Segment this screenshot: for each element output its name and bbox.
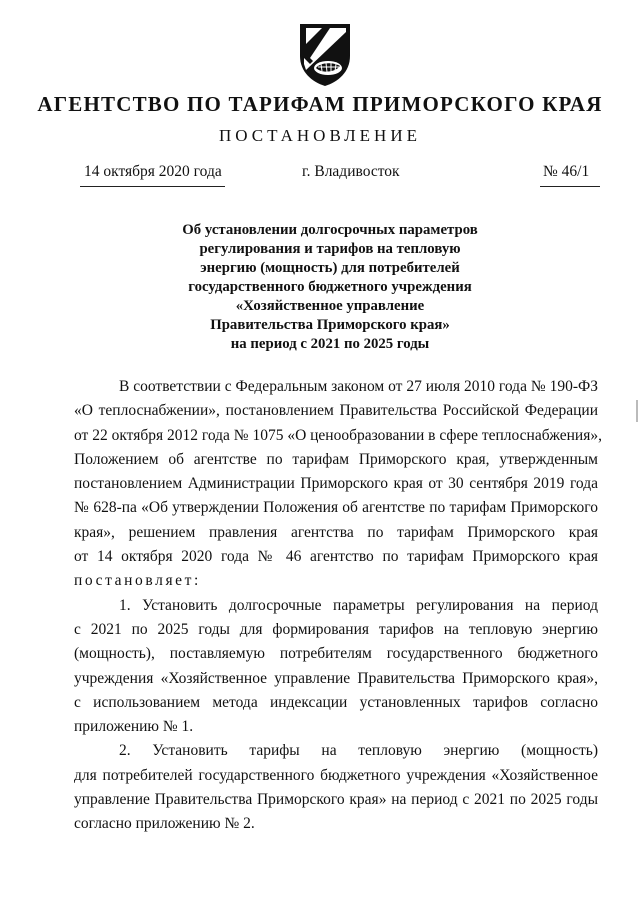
scan-edge-mark xyxy=(636,400,638,422)
document-city: г. Владивосток xyxy=(302,163,400,180)
body-line-resolves: постановляет: xyxy=(74,572,201,590)
title-line: на период с 2021 по 2025 годы xyxy=(230,336,430,352)
body-line: В соответствии с Федеральным законом от 27 июля 2010 года № 190-ФЗ xyxy=(119,378,598,395)
body-line: от 14 октября 2020 года № 46 агентство по тарифам Приморского края xyxy=(74,548,598,566)
item-1-line: 1. Установить долгосрочные параметры регулирования на период xyxy=(119,596,598,614)
item-1-line: с 2021 по 2025 годы для формирования тарифов на тепловую энергию xyxy=(74,620,598,638)
item-1-line: учреждения «Хозяйственное управление Правительства Приморского края», xyxy=(74,669,598,687)
primorsky-krai-coat-of-arms xyxy=(296,20,354,88)
document-type: ПОСТАНОВЛЕНИЕ xyxy=(218,126,421,145)
document-number: № 46/1 xyxy=(543,163,590,180)
title-line: Правительства Приморского края» xyxy=(210,317,450,333)
body-line: от 22 октября 2012 года № 1075 «О ценообразовании в сфере теплоснабжения», xyxy=(74,426,602,444)
body-line: края», решением правления агентства по тарифам Приморского края xyxy=(74,523,598,541)
agency-name: АГЕНТСТВО ПО ТАРИФАМ ПРИМОРСКОГО КРАЯ xyxy=(37,92,603,116)
item-2-line: управление Правительства Приморского края» на период с 2021 по 2025 годы xyxy=(74,791,598,809)
body-line: постановлением Администрации Приморского края от 30 сентября 2019 года xyxy=(74,475,598,493)
body-line: «О теплоснабжении», постановлением Правительства Российской Федерации xyxy=(74,402,598,420)
item-2-line: согласно приложению № 2. xyxy=(74,815,255,833)
item-1-line: (мощность), поставляемую потребителям государственного бюджетного xyxy=(74,645,598,663)
body-line: Положением об агентстве по тарифам Приморского края, утвержденным xyxy=(74,450,598,468)
title-line: государственного бюджетного учреждения xyxy=(188,279,472,295)
item-1-line: приложению № 1. xyxy=(74,718,194,736)
document-title xyxy=(120,221,540,354)
item-2-line: для потребителей государственного бюджетного учреждения «Хозяйственное xyxy=(74,766,598,784)
title-line: регулирования и тарифов на тепловую xyxy=(199,241,461,257)
document-body xyxy=(74,375,602,837)
body-line: № 628-па «Об утверждении Положения об агентстве по тарифам Приморского xyxy=(74,499,598,517)
title-line: Об установлении долгосрочных параметров xyxy=(182,222,478,238)
document-date: 14 октября 2020 года xyxy=(84,163,222,180)
item-2-line: 2. Установить тарифы на тепловую энергию (мощность) xyxy=(119,742,598,760)
item-1-line: с использованием метода индексации установленных тарифов согласно xyxy=(74,693,598,711)
title-line: «Хозяйственное управление xyxy=(235,298,425,314)
title-line: энергию (мощность) для потребителей xyxy=(200,260,460,276)
number-underline xyxy=(540,186,600,187)
date-underline xyxy=(80,186,225,187)
